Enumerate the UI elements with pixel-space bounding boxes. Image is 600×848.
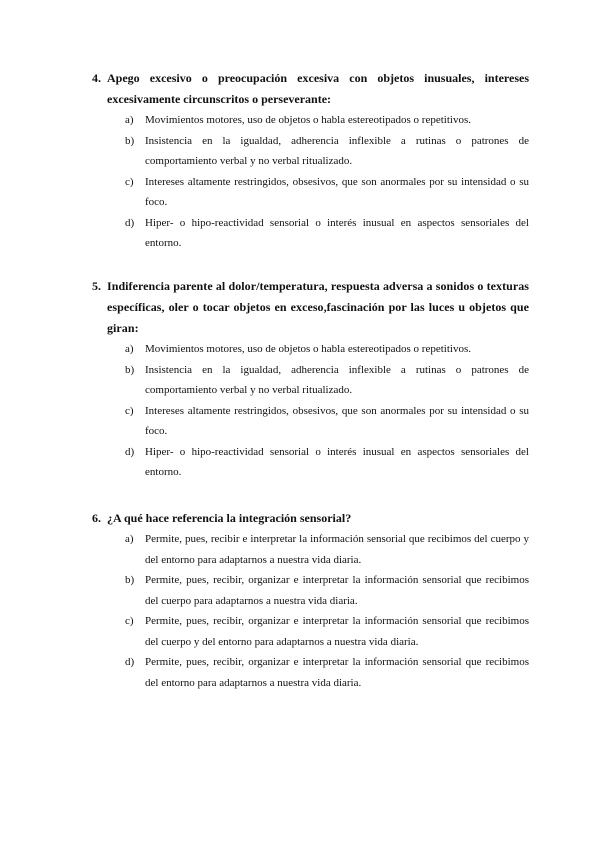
- option-letter: a): [125, 114, 134, 126]
- option-text: Insistencia en la igualdad, adherencia inflexible a rutinas o patrones de comportamiento verbal y no verbal ritualizado.: [145, 134, 529, 167]
- option-letter: c): [125, 404, 134, 417]
- option-letter: a): [125, 343, 134, 355]
- question-6-option-d: [92, 652, 529, 693]
- question-4-option-d: [92, 213, 529, 254]
- question-4-heading: [92, 68, 529, 110]
- option-text: Intereses altamente restringidos, obsesivos, que son anormales por su intensidad o su foco.: [145, 175, 529, 208]
- option-text: Insistencia en la igualdad, adherencia inflexible a rutinas o patrones de comportamiento verbal y no verbal ritualizado.: [145, 363, 529, 396]
- question-4: [92, 68, 529, 254]
- option-text: Hiper- o hipo-reactividad sensorial o interés inusual en aspectos sensoriales del entorno.: [145, 445, 529, 478]
- question-4-option-b: [92, 131, 529, 172]
- option-letter: d): [125, 216, 135, 229]
- option-letter: d): [125, 656, 135, 668]
- question-5-heading: [92, 276, 529, 339]
- question-5-option-b: [92, 360, 529, 401]
- option-letter: d): [125, 445, 135, 458]
- option-letter: c): [125, 175, 134, 188]
- question-5-option-a: [92, 339, 529, 360]
- question-5-option-d: [92, 442, 529, 483]
- option-text: Permite, pues, recibir, organizar e interpretar la información sensorial que recibimos del entorno para adaptarnos a nuestra vida diaria.: [145, 656, 529, 689]
- question-4-number: 4.: [92, 71, 101, 85]
- question-6-option-b: [92, 570, 529, 611]
- option-letter: b): [125, 574, 135, 586]
- question-4-option-c: [92, 172, 529, 213]
- option-letter: c): [125, 615, 134, 627]
- option-text: Permite, pues, recibir, organizar e interpretar la información sensorial que recibimos del cuerpo y del entorno para adaptarnos a nuestra vida diaria.: [145, 615, 529, 648]
- option-letter: a): [125, 533, 134, 545]
- question-6-heading: [92, 508, 529, 529]
- question-6-number: 6.: [92, 511, 101, 525]
- option-text: Intereses altamente restringidos, obsesivos, que son anormales por su intensidad o su foco.: [145, 404, 529, 437]
- question-5-number: 5.: [92, 279, 102, 293]
- option-text: Movimientos motores, uso de objetos o habla estereotipados o repetitivos.: [145, 343, 471, 355]
- option-letter: b): [125, 134, 135, 147]
- question-4-option-a: [92, 110, 529, 131]
- option-text: Movimientos motores, uso de objetos o habla estereotipados o repetitivos.: [145, 114, 471, 126]
- option-text: Permite, pues, recibir e interpretar la información sensorial que recibimos del cuerpo y del entorno para adaptarnos a nuestra vida diaria.: [145, 533, 529, 566]
- question-5-text: Indiferencia parente al dolor/temperatura, respuesta adversa a sonidos o texturas específicas, oler o tocar objetos en exceso,fascinación por las luces u objetos que giran:: [107, 279, 529, 335]
- question-5-option-c: [92, 401, 529, 442]
- question-5: [92, 276, 529, 483]
- question-4-options: [92, 110, 529, 254]
- question-6-option-c: [92, 611, 529, 652]
- question-5-options: [92, 339, 529, 483]
- question-6: [92, 508, 529, 693]
- option-text: Permite, pues, recibir, organizar e interpretar la información sensorial que recibimos del cuerpo para adaptarnos a nuestra vida diaria.: [145, 574, 529, 607]
- question-4-text: Apego excesivo o preocupación excesiva con objetos inusuales, intereses excesivamente circunscritos o perseverante:: [107, 71, 529, 106]
- option-letter: b): [125, 363, 135, 376]
- question-6-options: [92, 529, 529, 693]
- question-6-text: ¿A qué hace referencia la integración sensorial?: [107, 511, 352, 525]
- option-text: Hiper- o hipo-reactividad sensorial o interés inusual en aspectos sensoriales del entorno.: [145, 216, 529, 249]
- question-6-option-a: [92, 529, 529, 570]
